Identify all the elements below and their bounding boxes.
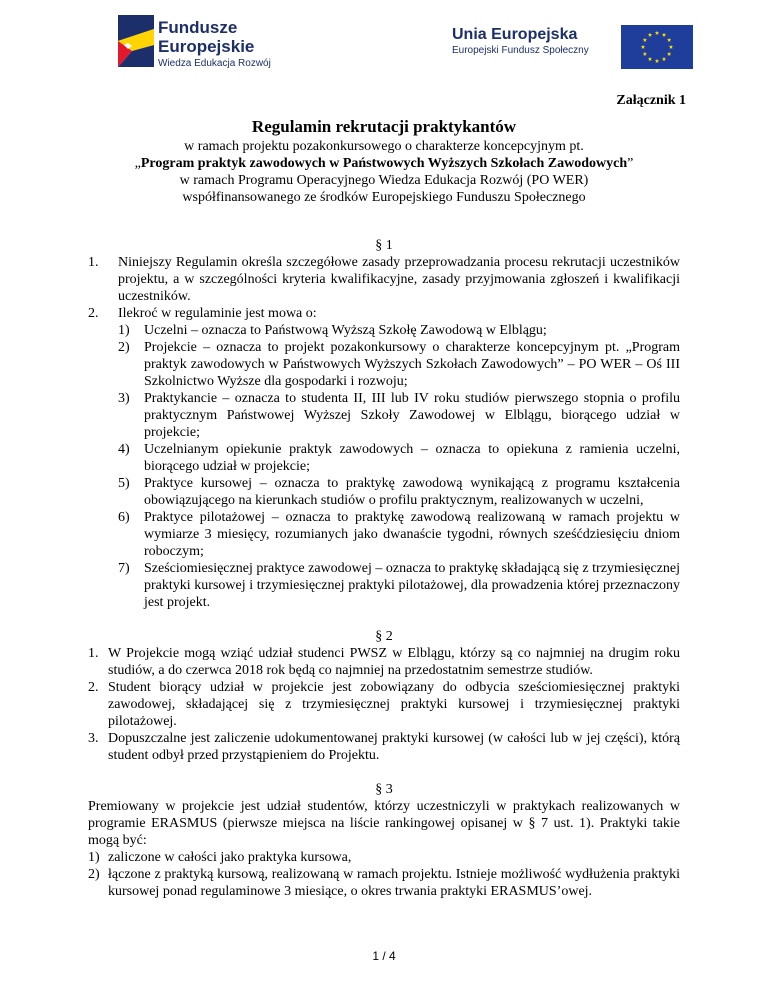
fundusze-europejskie-logo <box>118 15 308 70</box>
attachment-label: Załącznik 1 <box>616 93 686 108</box>
section-1-item-2: 2. Ilekroć w regulaminie jest mowa o: <box>88 306 317 321</box>
section-1-item-1: 1. Niniejszy Regulamin określa szczegółowe zasady przeprowadzania procesu rekrutacji uczestników projektu, a w szczególności kryteria kwalifikacyjne, zasady przyjmowania zgłoszeń i kwalifikacji uczestników. <box>88 255 680 304</box>
document-body <box>88 220 680 900</box>
fe-logo-line2: Europejskie <box>158 37 255 56</box>
section-2-item: 1. W Projekcie mogą wziąć udział studenci PWSZ w Elblągu, którzy są co najmniej na drugim roku studiów, a do czerwca 2018 rok będą co najmniej na przedostatnim semestrze studiów. <box>88 646 680 678</box>
definition-item: 4) Uczelnianym opiekunie praktyk zawodowych – oznacza to opiekuna z ramienia uczelni, biorącego udział w projekcie; <box>118 442 680 474</box>
subtitle-line1: w ramach projektu pozakonkursowego o charakterze koncepcyjnym pt. <box>184 139 584 154</box>
section-2-sign: § 2 <box>375 629 393 644</box>
section-3-item: 1) zaliczone w całości jako praktyka kursowa, <box>88 850 352 865</box>
program-name: Program praktyk zawodowych w Państwowych Wyższych Szkołach Zawodowych <box>140 156 628 171</box>
eu-logo-line1: Unia Europejska <box>452 26 578 43</box>
definition-item: 2) Projekcie – oznacza to projekt pozakonkursowy o charakterze koncepcyjnym pt. „Program praktyk zawodowych w Państwowych Wyższych Szkołach Zawodowych” – PO WER – Oś III Szkolnictwo Wyższe dla gospodarki i rozwoju; <box>118 340 680 389</box>
fe-star-icon <box>118 15 154 67</box>
fe-logo-line3: Wiedza Edukacja Rozwój <box>158 58 271 69</box>
section-2-item: 2. Student biorący udział w projekcie jest zobowiązany do odbycia sześciomiesięcznej praktyki zawodowej, składającej się z trzymiesięcznej praktyki kursowej i trzymiesięcznej praktyki pilotażowej. <box>88 680 680 729</box>
section-1-sign: § 1 <box>375 238 393 253</box>
subtitle-line3: w ramach Programu Operacyjnego Wiedza Edukacja Rozwój (PO WER) <box>179 173 589 188</box>
title-block <box>60 117 708 206</box>
subtitle-line2: „Program praktyk zawodowych w Państwowych Wyższych Szkołach Zawodowych” <box>134 156 634 171</box>
definition-item: 5) Praktyce kursowej – oznacza to praktykę zawodową wynikającą z programu kształcenia obowiązującego na kierunkach studiów o profilu praktycznym, realizowanych w uczelni, <box>118 476 680 508</box>
definition-item: 3) Praktykancie – oznacza to studenta II, III lub IV roku studiów pierwszego stopnia o profilu praktycznym Państwowej Wyższej Szkoły Zawodowej w Elblągu, biorącego udział w projekcie; <box>118 391 680 440</box>
eu-logo-text <box>452 26 589 58</box>
header-logos <box>0 0 768 80</box>
section-3-item: 2) łączone z praktyką kursową, realizowaną w ramach projektu. Istnieje możliwość wydłużenia praktyki kursowej ponad regulaminowe 3 miesiące, o okres trwania praktyki ERASMUS’owej. <box>88 867 680 899</box>
definition-item: 1) Uczelni – oznacza to Państwową Wyższą Szkołę Zawodową w Elblągu; <box>118 323 547 338</box>
definition-item: 7) Sześciomiesięcznej praktyce zawodowej – oznacza to praktykę składającą się z trzymiesięcznej praktyki kursowej i trzymiesięcznej praktyki pilotażowej, dla prowadzenia której przeznaczony jest projekt. <box>118 561 680 610</box>
fe-logo-line1: Fundusze <box>158 18 238 37</box>
definition-item: 6) Praktyce pilotażowej – oznacza to praktykę zawodową realizowaną w ramach projektu w wymiarze 3 miesięcy, rozumianych jako dwanaście tygodni, równych sześćdziesięciu dniom roboczym; <box>118 510 680 559</box>
section-3-sign: § 3 <box>375 782 393 797</box>
section-3-intro: Premiowany w projekcie jest udział studentów, którzy uczestniczyli w praktykach realizowanych w programie ERASMUS (pierwsze miejsca na liście rankingowej opisanej w § 7 ust. 1). Praktyki takie mogą być: <box>88 799 680 848</box>
eu-flag-icon <box>621 25 693 69</box>
eu-logo-line2: Europejski Fundusz Społeczny <box>452 45 589 56</box>
subtitle-line4: współfinansowanego ze środków Europejskiego Funduszu Społecznego <box>182 190 586 205</box>
section-2-item: 3. Dopuszczalne jest zaliczenie udokumentowanej praktyki kursowej (w całości lub w jej części), którą student odbył przed przystąpieniem do Projektu. <box>88 731 680 763</box>
document-title: Regulamin rekrutacji praktykantów <box>251 117 517 136</box>
page-number: 1 / 4 <box>372 949 396 963</box>
